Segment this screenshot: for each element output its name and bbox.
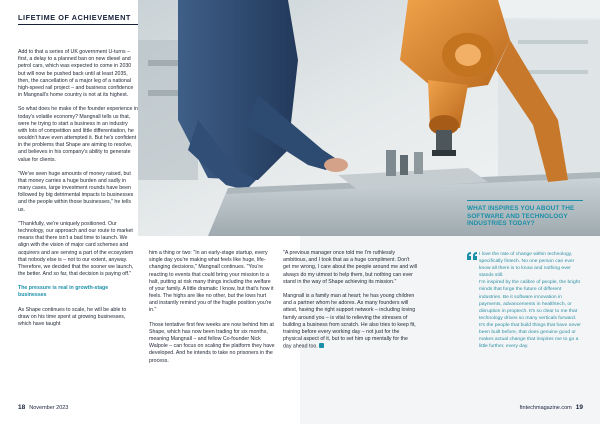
article-column-2 <box>149 243 275 372</box>
sidebar-heading: WHAT INSPIRES YOU ABOUT THE SOFTWARE AND TECHNOLOGY INDUSTRIES TODAY? <box>467 205 575 228</box>
article-paragraph: Add to that a series of UK government U-turns – first, a delay to a planned ban on new diesel and petrol cars, which was expected to come in 2030 but will now be pushed back until at least 2035, then, the cancellation of a major leg of a national high-speed rail project – and business confidence in Mangnall's home country is not at its highest. <box>18 49 134 99</box>
left-page-footer <box>18 404 68 411</box>
title-underline <box>18 24 138 25</box>
site-link[interactable]: fintechmagazine.com <box>519 405 572 411</box>
sidebar-paragraph: I'm inspired by the calibre of people, the bright minds that forge the future of different industries. Be it software innovation in payments, advancements in healthtech, or disruption in proptech. It's so clear to me that technology drives so many verticals forward. It's the people that build things that have never been built before, that does genuine good or makes actual change that inspires me to go a little further, every day. <box>479 280 581 350</box>
page-number: 18 <box>18 404 26 411</box>
sidebar-paragraph: I love the rate of change within technology, specifically fintech. No one person can ever know all there is to know and nothing ever stands still. <box>479 252 575 279</box>
sidebar-panel <box>467 200 583 392</box>
right-page-footer <box>520 404 583 411</box>
article-paragraph: "We've seen huge amounts of money raised, but that money carries a huge burden and sadly in many cases, large investment rounds have been followed by big detrimental impacts to businesses and the people within those businesses," he tells us. <box>18 170 134 213</box>
article-column-3 <box>283 243 417 358</box>
article-paragraph: So what does he make of the founder experience in today's volatile economy? Mangnall tells us that, were he trying to start a business in an industry with lots of competition and little differentiation, he wouldn't have even attempted it. But he's confident in the problems that Shape are aiming to resolve, and believes in his company's ability to generate value for clients. <box>18 106 138 163</box>
article-paragraph: As Shape continues to scale, he will be able to draw on his time spent at growing businesses, which have taught <box>18 306 127 328</box>
article-subhead: The pressure is real in growth-stage businesses <box>18 285 109 299</box>
issue-date: November 2023 <box>29 405 69 411</box>
article-paragraph: him a thing or two: "In an early-stage startup, every single day you're making what feels like huge, life-changing decisions," Mangnall continues. "You're reacting to events that could bring your mission to a halt, putting at risk many things including the welfare of your family. A little dramatic I know, but that's how it feels. The highs are like no other, but the lows hurt and instantly remind you of the fragile position you're in." <box>149 250 274 314</box>
article-paragraph-text: Mangnall is a family man at heart; he has young children and a partner whom he adores. As many founders will attest, having the right support network – including loving family around you – is vital to relieving the stresses of building a business from scratch. He also tries to keep fit, training before every working day – not just for the physical aspect of it, but to set him up mentally for the day ahead too. <box>283 293 416 350</box>
article-end-mark-icon <box>319 343 324 348</box>
article-paragraph: "A previous manager once told me I'm ruthlessly ambitious, and I took that as a huge compliment. Don't get me wrong, I care about the people around me and will always do my utmost to help them, but nothing can ever stand in the way of Shape achieving its mission." <box>283 250 417 285</box>
article-paragraph <box>283 293 417 351</box>
section-title: LIFETIME OF ACHIEVEMENT <box>18 13 131 22</box>
article-paragraph: Those tentative first few weeks are now behind him at Shape, which has now been trading for six months, meaning Mangnall – and fellow Co-founder Nick Walpole – can focus on scaling the platform they have developed. And he intends to take no prisoners in the process. <box>149 321 275 364</box>
quote-icon <box>467 252 477 260</box>
page-number: 19 <box>575 404 583 411</box>
article-column-1 <box>18 42 138 335</box>
sidebar-body <box>479 251 583 350</box>
sidebar-rule <box>467 200 583 201</box>
article-paragraph: "Thankfully, we're uniquely positioned. Our technology, our approach and our route to market means that there isn't a bad time to launch. We align with the vision of major card schemes and acquirers and are serving a part of the ecosystem that nobody else is – not to our extent, anyway. Therefore, we decided that the sooner we launch, the better. And so far, that decision is paying off." <box>18 220 134 277</box>
